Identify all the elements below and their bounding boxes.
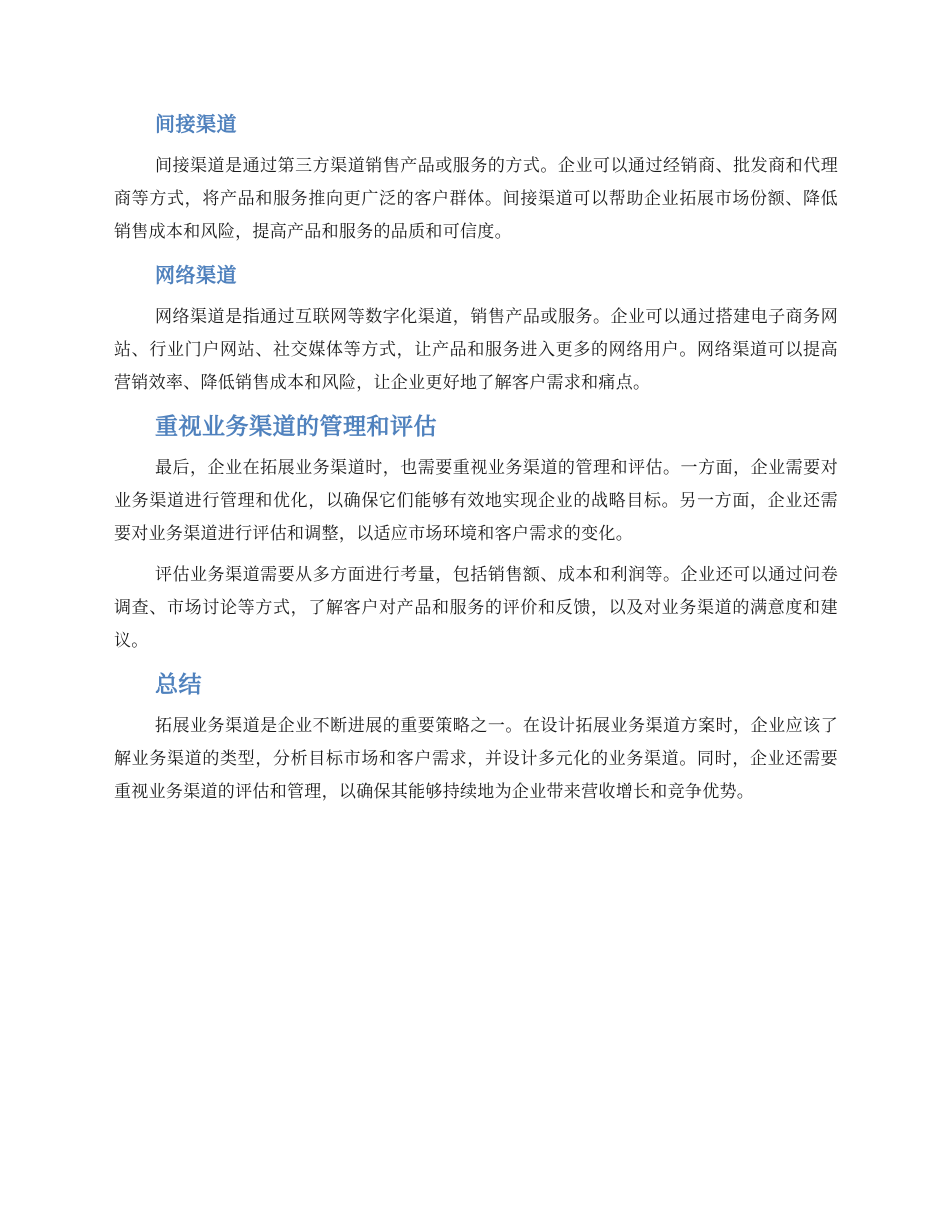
section-heading-channel-management: 重视业务渠道的管理和评估 — [155, 414, 437, 440]
paragraph: 最后，企业在拓展业务渠道时，也需要重视业务渠道的管理和评估。一方面，企业需要对业务渠道进行管理和优化，以确保它们能够有效地实现企业的战略目标。另一方面，企业还需要对业务渠道进行评估和调整，以适应市场环境和客户需求的变化。 — [114, 458, 838, 544]
section-heading-online-channel: 网络渠道 — [155, 263, 237, 287]
paragraph: 间接渠道是通过第三方渠道销售产品或服务的方式。企业可以通过经销商、批发商和代理商等方式，将产品和服务推向更广泛的客户群体。间接渠道可以帮助企业拓展市场份额、降低销售成本和风险，提高产品和服务的品质和可信度。 — [114, 156, 838, 242]
paragraph: 评估业务渠道需要从多方面进行考量，包括销售额、成本和利润等。企业还可以通过问卷调查、市场讨论等方式，了解客户对产品和服务的评价和反馈，以及对业务渠道的满意度和建议。 — [114, 565, 838, 651]
paragraph: 拓展业务渠道是企业不断进展的重要策略之一。在设计拓展业务渠道方案时，企业应该了解业务渠道的类型，分析目标市场和客户需求，并设计多元化的业务渠道。同时，企业还需要重视业务渠道的评估和管理，以确保其能够持续地为企业带来营收增长和竞争优势。 — [114, 716, 838, 802]
section-heading-summary: 总结 — [155, 672, 202, 698]
document-body — [114, 106, 838, 817]
paragraph: 网络渠道是指通过互联网等数字化渠道，销售产品或服务。企业可以通过搭建电子商务网站、行业门户网站、社交媒体等方式，让产品和服务进入更多的网络用户。网络渠道可以提高营销效率、降低销售成本和风险，让企业更好地了解客户需求和痛点。 — [114, 307, 838, 393]
section-heading-indirect-channel: 间接渠道 — [155, 112, 237, 136]
